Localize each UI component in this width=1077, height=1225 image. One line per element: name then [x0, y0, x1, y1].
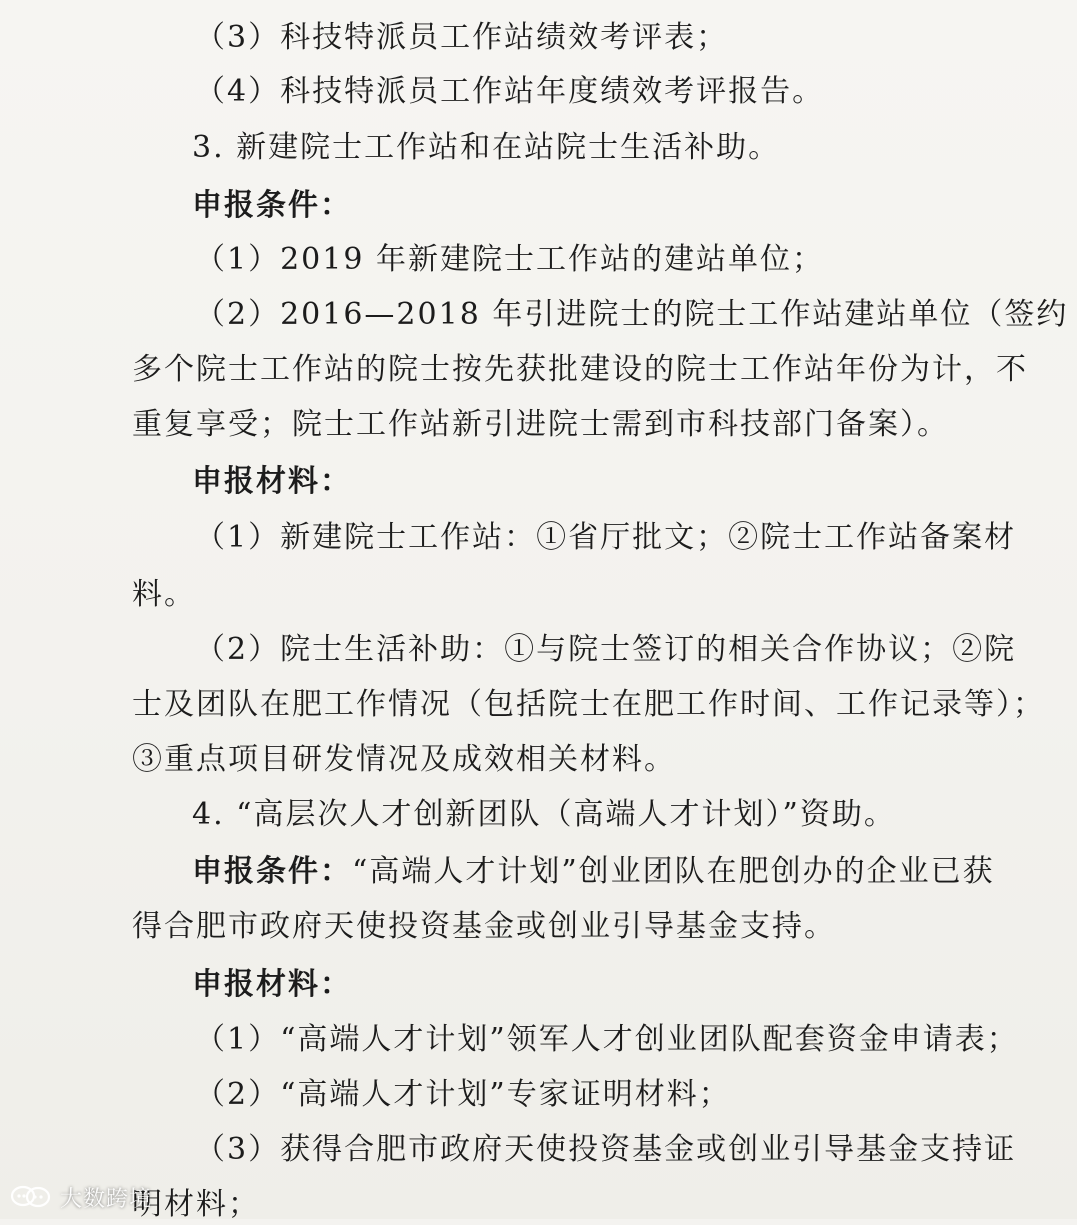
- section-heading: 4. “高层次人才创新团队（高端人才计划）”资助。: [192, 797, 896, 832]
- subheading-conditions: 申报条件：: [192, 188, 352, 223]
- text-line: 士及团队在肥工作情况（包括院士在肥工作时间、工作记录等）；: [132, 687, 1045, 722]
- text-line: 得合肥市政府天使投资基金或创业引导基金支持。: [132, 909, 836, 944]
- subheading-materials: 申报材料：: [192, 967, 352, 1002]
- text-line: （2）院士生活补助：①与院士签订的相关合作协议；②院: [195, 632, 1017, 667]
- inline-text: “高端人才计划”创业团队在肥创办的企业已获: [352, 854, 995, 889]
- text-line: （3）科技特派员工作站绩效考评表；: [195, 20, 729, 55]
- text-line: 重复享受；院士工作站新引进院士需到市科技部门备案）。: [132, 407, 949, 442]
- text-line: ③重点项目研发情况及成效相关材料。: [132, 742, 676, 777]
- conditions-paragraph-line: [192, 852, 995, 892]
- section-heading: 3. 新建院士工作站和在站院士生活补助。: [192, 130, 781, 165]
- text-line: （1）2019 年新建院士工作站的建站单位；: [195, 242, 824, 277]
- text-line: （1）“高端人才计划”领军人才创业团队配套资金申请表；: [195, 1022, 1019, 1057]
- text-line: 料。: [132, 577, 196, 612]
- text-line: （2）“高端人才计划”专家证明材料；: [195, 1077, 731, 1112]
- chat-bubble-logo-icon: [10, 1184, 52, 1210]
- watermark: [10, 1180, 152, 1214]
- text-line: （2）2016—2018 年引进院士的院士工作站建站单位（签约: [195, 297, 1069, 332]
- text-line: （1）新建院士工作站：①省厅批文；②院士工作站备案材: [195, 520, 1017, 555]
- text-line: 明材料；: [132, 1187, 260, 1222]
- inline-label-conditions: 申报条件：: [192, 854, 352, 889]
- text-line: 多个院士工作站的院士按先获批建设的院士工作站年份为计，不: [132, 352, 1028, 387]
- watermark-text: 大数跨境: [60, 1186, 153, 1212]
- text-line: （4）科技特派员工作站年度绩效考评报告。: [195, 74, 825, 109]
- text-line: （3）获得合肥市政府天使投资基金或创业引导基金支持证: [195, 1132, 1017, 1167]
- subheading-materials: 申报材料：: [192, 464, 352, 499]
